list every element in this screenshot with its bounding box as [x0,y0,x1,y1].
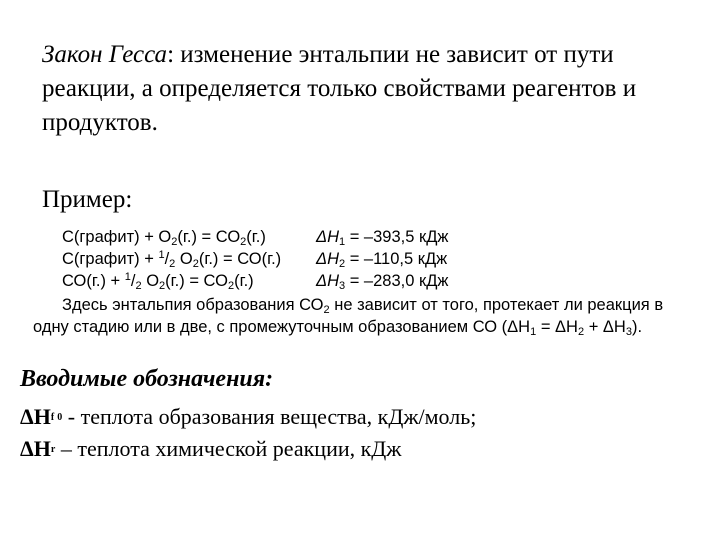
hess-law-statement [42,38,682,140]
legend-symbol-dhf: ΔH [20,404,51,429]
legend-item-reaction-heat: ΔHr – теплота химической реакции, кДж [20,436,402,461]
note-line-2: одну стадию или в две, с промежуточным образованием СО $(\Delta H_1 = \Delta H_2 + \Delta H_3)$. [33,318,643,338]
equation-2-reaction: С(графит) + $^1/_2$ $O_2(г.) = СО(г.)$ [62,249,282,270]
equation-1-reaction: С(графит) + $O_2(г.) = СО_2(г.)$ [62,228,266,248]
equation-3 [62,271,449,292]
hess-law-text: изменение энтальпии не зависит от пути реакции, а определяется только свойствами реагентов и продуктов. [42,41,637,136]
equation-1-enthalpy: $\Delta H_1 = -393,5$ кДж [316,228,449,248]
note-line-1: Здесь энтальпия образования $СО_2$ не зависит от того, протекает ли реакция в [62,296,664,316]
equation-1 [62,228,449,248]
example-label: Пример: [42,186,133,213]
legend-item-formation-heat: ΔHf 0 - теплота образования вещества, кДж/моль; [20,404,477,429]
hess-law-term: Закон Гесса [42,41,168,68]
legend-symbol-dhr: ΔH [20,436,51,461]
equation-2-enthalpy: $\Delta H_2 = -110,5$ кДж [316,250,448,270]
legend-text-reaction-heat: теплота химической реакции, кДж [77,436,402,461]
legend-title: Вводимые обозначения: [20,366,274,392]
hess-law-colon: : [167,41,175,68]
legend-text-formation-heat: теплота образования вещества, кДж/моль; [80,404,477,429]
equation-2 [62,249,448,270]
equation-3-reaction: $СО(г.) + ^1/_2$ $O_2(г.) = СО_2(г.)$ [62,271,254,292]
equation-3-enthalpy: $\Delta H_3 = -283,0$ кДж [316,272,449,292]
